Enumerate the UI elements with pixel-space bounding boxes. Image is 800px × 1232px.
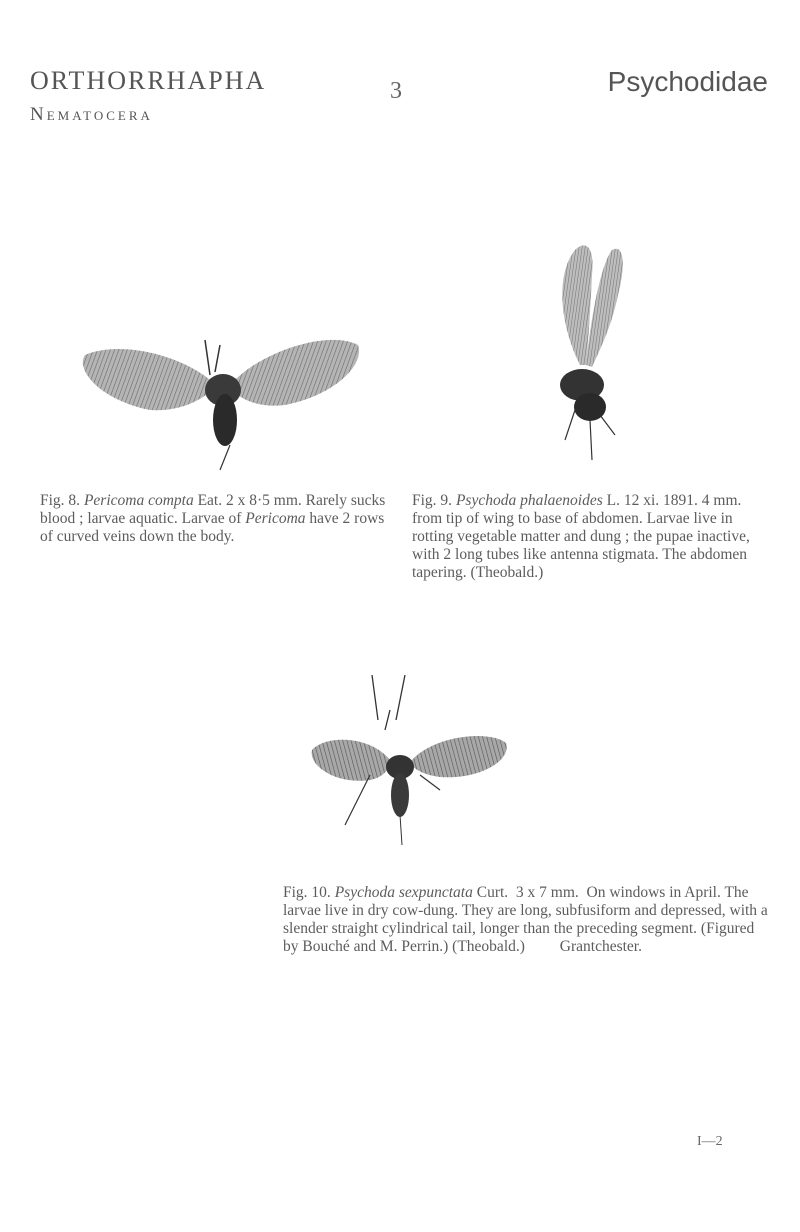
- figure-8-species: Pericoma compta: [83, 492, 194, 509]
- figure-8-caption: [40, 492, 390, 546]
- signature-mark: I—2: [697, 1134, 723, 1149]
- figure-9-text: L. 12 xi. 1891. 4 mm. from tip of wing to base of abdomen. Larvae live in rotting vegetable matter and dung ; the pupae inactive, with 2 long tubes like antenna stigmata. The abdomen tapering. (Theobald.): [412, 492, 750, 581]
- figure-10-label: Fig. 10.: [283, 884, 331, 901]
- figure-10-illustration: [300, 675, 520, 850]
- figure-8-illustration: [60, 300, 380, 480]
- figure-8-text: Eat. 2 x 8·5 mm. Rarely sucks blood ; larvae aquatic. Larvae of: [40, 492, 386, 527]
- figure-10-text: Curt. 3 x 7 mm. On windows in April. The larvae live in dry cow-dung. They are long, subfusiform and depressed, with a slender straight cylindrical tail, longer than the preceding segment. (Figured by Bouché and M. Perrin.) (Theobald.) Grantchester.: [283, 884, 772, 955]
- figure-10-caption: [283, 884, 773, 956]
- figure-8-text-tail: have 2 rows of curved veins down the body.: [40, 510, 385, 545]
- header-suborder: Nematocera: [30, 104, 153, 125]
- figure-9-caption: [412, 492, 767, 582]
- header-order: ORTHORRHAPHA: [30, 66, 267, 95]
- figure-9-species: Psychoda phalaenoides: [455, 492, 603, 509]
- figure-9-illustration: [520, 235, 660, 475]
- header-family: Psychodidae: [607, 66, 768, 97]
- figure-8-genus: Pericoma: [245, 510, 306, 527]
- figure-9-label: Fig. 9.: [412, 492, 453, 509]
- figure-8-label: Fig. 8.: [40, 492, 81, 509]
- figure-10-species: Psychoda sexpunctata: [334, 884, 473, 901]
- plate-number: 3: [390, 78, 402, 104]
